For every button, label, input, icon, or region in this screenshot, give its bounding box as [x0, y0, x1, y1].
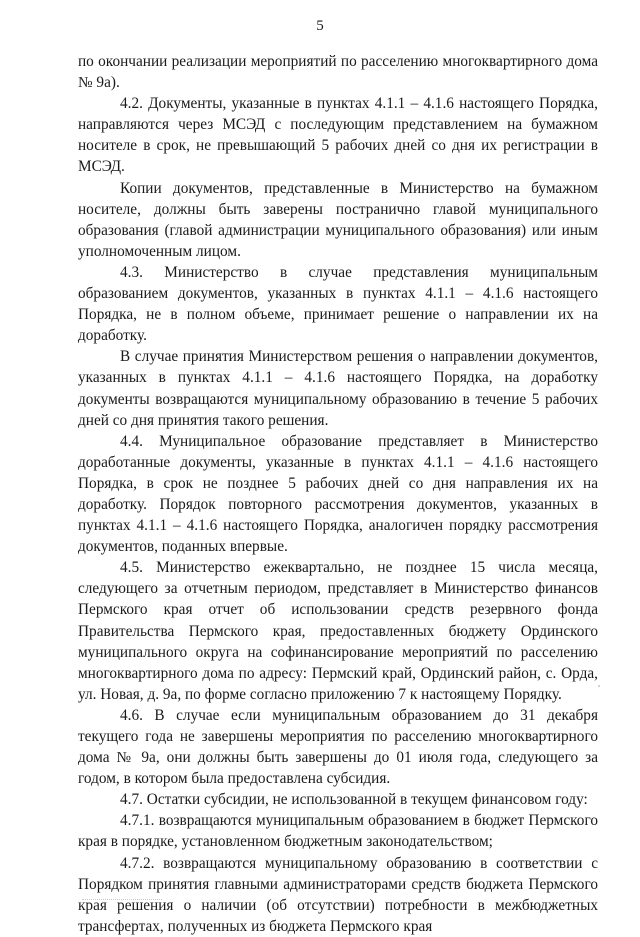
- paragraph-copies: Копии документов, представленные в Министерство на бумажном носителе, должны быть заверены постранично главой муниципального образования (главой администрации муниципального образования) или иным уполномоченным лицом.: [78, 179, 598, 260]
- paragraph-continuation: по окончании реализации мероприятий по расселению многоквартирного дома № 9а).: [78, 53, 598, 92]
- paragraph-4-7-1: 4.7.1. возвращаются муниципальным образованием в бюджет Пермского края в порядке, установленном бюджетным законодательством;: [78, 812, 598, 851]
- paragraph-4-7: 4.7. Остатки субсидии, не использованной в текущем финансовом году:: [120, 791, 588, 809]
- paragraph-4-7-2: 4.7.2. возвращаются муниципальному образованию в соответствии с Порядком принятия главными администраторами средств бюджета Пермского края решения о наличии (об отсутствии) потребности в межбюджетных трансфертах, полученных из бюджета Пермского края: [78, 854, 598, 935]
- paragraph-return-decision: В случае принятия Министерством решения о направлении документов, указанных в пунктах 4.1.1 – 4.1.6 настоящего Порядка, на доработку документы возвращаются муниципальному образованию в течение 5 рабочих дней со дня принятия такого решения.: [78, 348, 598, 429]
- page-number: 5: [316, 18, 324, 34]
- paragraph-4-3: 4.3. Министерство в случае представления муниципальным образованием документов, указанных в пунктах 4.1.1 – 4.1.6 настоящего Порядка, не в полном объеме, принимает решение о направлении их на доработку.: [78, 263, 598, 345]
- document-body: [78, 51, 598, 937]
- scan-edge-marks: [82, 899, 162, 902]
- paragraph-4-6: 4.6. В случае если муниципальным образованием до 31 декабря текущего года не завершены мероприятия по расселению многоквартирного дома № 9а, они должны быть завершены до 01 июля года, следующего за годом, в котором была предоставлена субсидия.: [78, 706, 598, 788]
- scan-speck: [598, 685, 600, 687]
- paragraph-4-2: 4.2. Документы, указанные в пунктах 4.1.1 – 4.1.6 настоящего Порядка, направляются через МСЭД с последующим представлением на бумажном носителе в срок, не превышающий 5 рабочих дней со дня их регистрации в МСЭД.: [78, 95, 598, 176]
- paragraph-4-4: 4.4. Муниципальное образование представляет в Министерство доработанные документы, указанные в пунктах 4.1.1 – 4.1.6 настоящего Порядка, в срок не позднее 5 рабочих дней со дня направления их на доработку. Порядок повторного рассмотрения документов, указанных в пунктах 4.1.1 – 4.1.6 настоящего Порядка, аналогичен порядку рассмотрения документов, поданных впервые.: [78, 432, 598, 556]
- paragraph-4-5: 4.5. Министерство ежеквартально, не позднее 15 числа месяца, следующего за отчетным периодом, представляет в Министерство финансов Пермского края отчет об использовании средств резервного фонда Правительства Пермского края, предоставленных бюджету Ординского муниципального округа на софинансирование мероприятий по расселению многоквартирного дома по адресу: Пермский край, Ординский район, с. Орда, ул. Новая, д. 9а, по форме согласно приложению 7 к настоящему Порядку.: [78, 559, 598, 703]
